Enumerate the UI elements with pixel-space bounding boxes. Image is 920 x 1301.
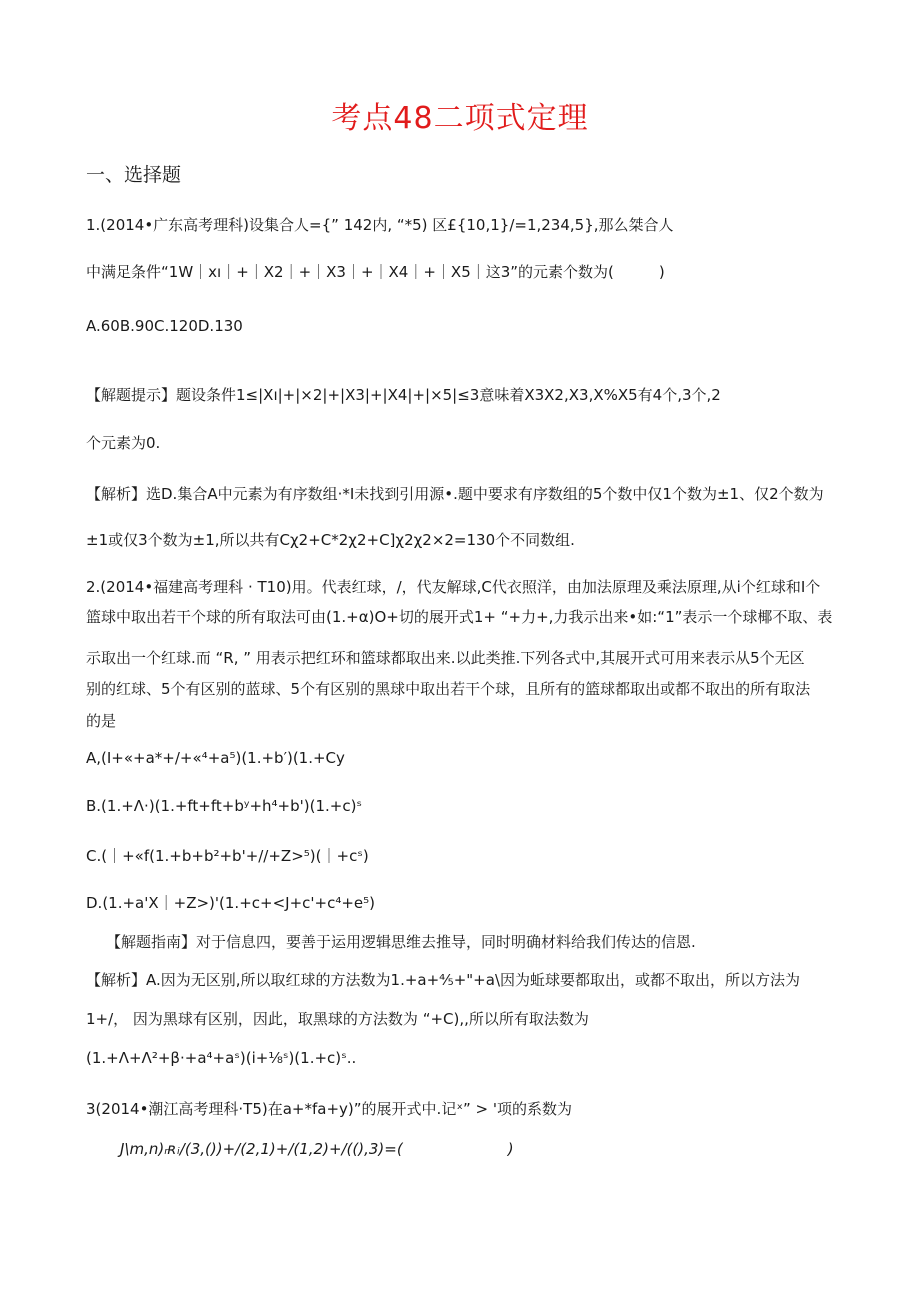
q2-option-a: A,(I+«+a*+/+«⁴+a⁵)(1.+b′)(1.+Cy — [86, 749, 345, 767]
q1-line-2: 中满足条件“1W｜xı｜+｜X2｜+｜X3｜+｜X4｜+｜X5｜这3”的元素个数为( ) — [86, 263, 665, 281]
q1-hint-line-2: 个元素为0. — [86, 434, 161, 452]
q2-line-5: 的是 — [86, 712, 117, 730]
q2-option-d: D.(1.+a'X｜+Z>)'(1.+c+<J+c'+c⁴+e⁵) — [86, 894, 375, 912]
q1-analysis-line-2: ±1或仅3个数为±1,所以共有Cχ2+C*2χ2+C]χ2χ2×2=130个不同数组. — [86, 531, 575, 549]
q2-option-b: B.(1.+Λ·)(1.+ft+ft+bʸ+h⁴+b')(1.+c)ˢ — [86, 797, 363, 815]
q1-analysis-line-1: 【解析】选D.集合A中元素为有序数组·*I未找到引用源•.题中要求有序数组的5个数中仅1个数为±1、仅2个数为 — [86, 485, 824, 503]
q2-line-1: 2.(2014•福建高考理科 · T10)用。代表红球，/，代友解球,C代衣照洋，由加法原理及乘法原理,从i个红球和I个 — [86, 578, 821, 596]
q2-analysis-line-1: 【解析】A.因为无区别,所以取红球的方法数为1.+a+⅘+"+a\因为蚯球要都取出，或都不取出，所以方法为 — [86, 971, 800, 989]
q2-analysis-line-2: 1+/， 因为黑球有区别，因此，取黑球的方法数为 “+C),,所以所有取法数为 — [86, 1010, 589, 1028]
q2-line-2: 篮球中取出若干个球的所有取法可由(1.+α)O+切的展开式1+ “+力+,力我示出来•如:“1”表示一个球椰不取、表 — [86, 608, 833, 626]
section-heading: 一、选择题 — [86, 164, 182, 186]
q1-options: A.60B.90C.120D.130 — [86, 317, 243, 335]
q2-line-3: 示取出一个红球.而 “R, ” 用表示把红环和篮球都取出来.以此类推.下列各式中,其展开式可用来表示从5个无区 — [86, 649, 805, 667]
q2-option-c: C.(｜+«f(1.+b+b²+b'+//+Z>⁵)(｜+cˢ) — [86, 847, 369, 865]
q1-hint-line-1: 【解题提示】题设条件1≤|Xı|+|×2|+|X3|+|X4|+|×5|≤3意味着X3X2,X3,X%X5有4个,3个,2 — [86, 386, 721, 404]
q2-line-4: 别的红球、5个有区别的蓝球、5个有区别的黑球中取出若干个球，且所有的篮球都取出或都不取出的所有取法 — [86, 680, 811, 698]
q3-line-1: 3(2014•潮江高考理科·T5)在a+*fa+y)”的展开式中.记ˣ” > '项的系数为 — [86, 1100, 572, 1118]
page-title: 考点48二项式定理 — [331, 101, 589, 136]
q1-line-1: 1.(2014•广东高考理科)设集合人={” 142内, “*5) 区£{10,1}/=1,234,5},那么桀合人 — [86, 216, 674, 234]
q2-guide: 【解题指南】对于信息四，要善于运用逻辑思维去推导，同时明确材料给我们传达的信恩. — [106, 933, 696, 951]
q3-formula: J\m,n)ᵣʀᵢ/(3,())+/(2,1)+/(1,2)+/((),3)=( ) — [120, 1140, 514, 1158]
q2-analysis-line-3: (1.+Λ+Λ²+β·+a⁴+aˢ)(i+⅛ˢ)(1.+c)ˢ.. — [86, 1049, 357, 1067]
